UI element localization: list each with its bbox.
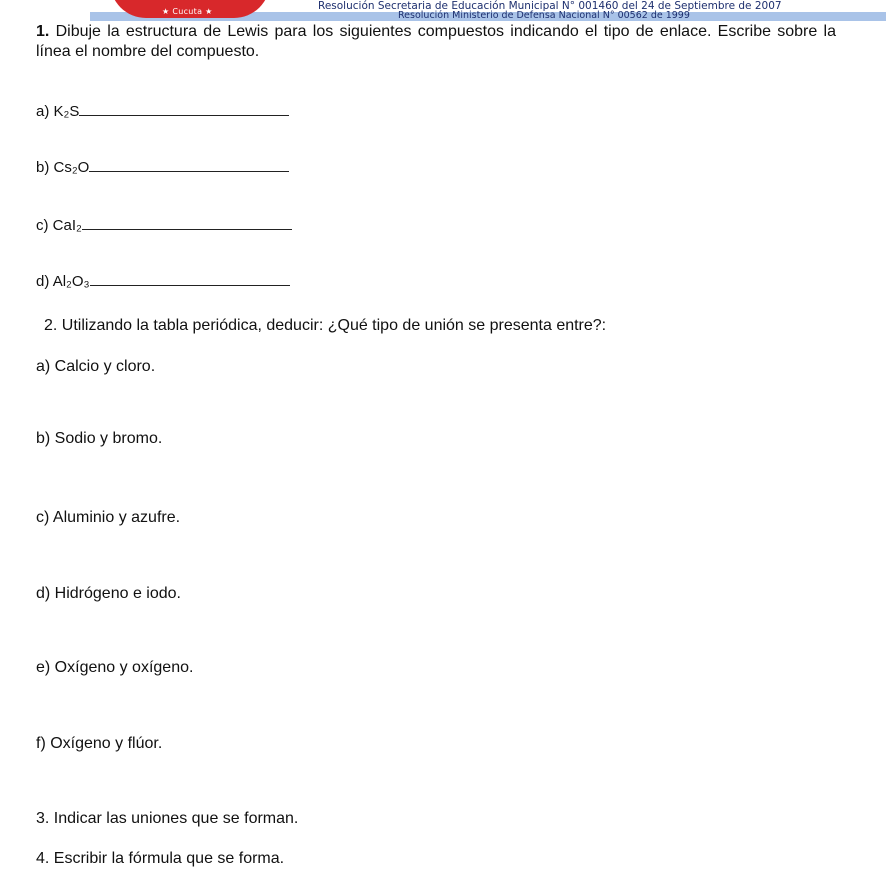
- compound-letter: b): [36, 159, 50, 176]
- question-1-text: Dibuje la estructura de Lewis para los siguientes compuestos indicando el tipo de enlace. Escribe sobre la línea el nombre del compuesto.: [36, 23, 836, 60]
- pair-item-a: a) Calcio y cloro.: [36, 358, 156, 375]
- step-4: 4. Escribir la fórmula que se forma.: [36, 850, 285, 867]
- pair-item-c: c) Aluminio y azufre.: [36, 509, 181, 526]
- resolution-line-1: Resolución Secretaria de Educación Municipal N° 001460 del 24 de Septiembre de 2007: [318, 0, 782, 12]
- resolution-line-2: Resolución Ministerio de Defensa Nacional N° 00562 de 1999: [398, 10, 690, 21]
- pair-item-b: b) Sodio y bromo.: [36, 430, 163, 447]
- pair-item-e: e) Oxígeno y oxígeno.: [36, 659, 194, 676]
- question-2: 2. Utilizando la tabla periódica, deducir: ¿Qué tipo de unión se presenta entre?:: [44, 317, 607, 334]
- compound-item-a: [36, 101, 289, 120]
- compound-formula: CaI₂: [52, 217, 82, 234]
- logo-label: ★ Cucuta ★: [162, 7, 213, 16]
- compound-letter: c): [36, 217, 49, 234]
- pair-item-f: f) Oxígeno y flúor.: [36, 735, 163, 752]
- compound-letter: a): [36, 103, 50, 120]
- answer-line-a[interactable]: [79, 101, 289, 116]
- pair-item-d: d) Hidrógeno e iodo.: [36, 585, 181, 602]
- answer-line-d[interactable]: [90, 271, 290, 286]
- compound-formula: K₂S: [53, 103, 80, 120]
- question-1-number: 1.: [36, 23, 50, 40]
- compound-formula: Al₂O₃: [52, 273, 90, 290]
- answer-line-b[interactable]: [89, 157, 289, 172]
- compound-item-c: [36, 215, 292, 234]
- question-1: [36, 22, 836, 62]
- compound-item-d: [36, 271, 290, 290]
- compound-formula: Cs₂O: [53, 159, 90, 176]
- answer-line-c[interactable]: [82, 215, 292, 230]
- compound-item-b: [36, 157, 289, 176]
- step-3: 3. Indicar las uniones que se forman.: [36, 810, 299, 827]
- compound-letter: d): [36, 273, 50, 290]
